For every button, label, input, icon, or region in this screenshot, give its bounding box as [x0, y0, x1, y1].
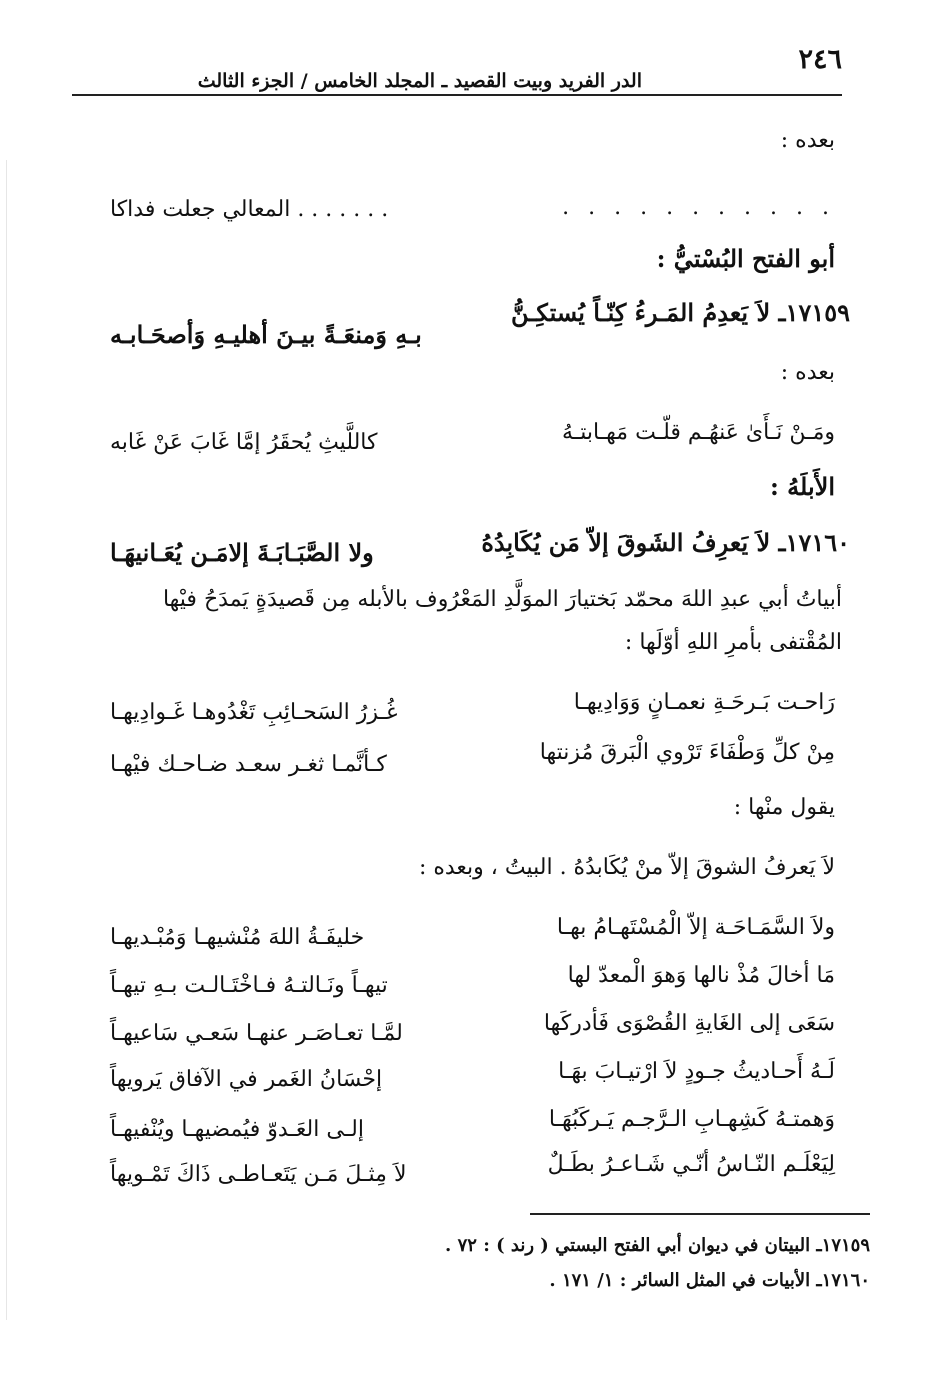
- verse-hemistich-right: . . . . . . . . . . .: [562, 195, 835, 220]
- text-line: يقول منْها :: [733, 795, 835, 820]
- verse-hemistich-left: لاَ مِثـلَ مَـن يَتَعـاطـى ذَاكَ تَمْـويهاً: [110, 1162, 407, 1187]
- text-line: بعده :: [780, 128, 835, 153]
- verse-hemistich-left: كاللَّيثِ يُحقَرُ إمَّا غَابَ عَنْ غَابه: [110, 430, 378, 455]
- verse-text: ١٧١٥٩ـ لاَ يَعدِمُ المَـرءُ كِنّـاً يُستكِـنُّ: [511, 298, 850, 327]
- prose-line: أبياتُ أبي عبدِ اللهَ محمّد بَختيارَ الموَلَّدِ المَعْرُوف بالأبله مِن قَصيدَةٍ يَمدَحُ فيْها: [162, 587, 842, 612]
- footnote: ١٧١٦٠ـ الأبيات في المثل السائر : ١/ ١٧١ .: [549, 1270, 870, 1291]
- verse-hemistich-right: لَـهُ أَحـاديثُ جـودٍ لاَ ارْتيـابَ بهَـا: [558, 1059, 835, 1084]
- verse-hemistich-right: لِيَعْلَـم النّـاسُ أنّـي شَـاعـرُ بطَـلٌ: [547, 1152, 835, 1177]
- verse-hemistich-right: سَعَى إلى الغَايةِ القُصْوَى فَأدركَها: [543, 1011, 835, 1036]
- verse-hemistich-right: ومَـنْ نَـأَىٰ عَنهُـم قلّـت مَهـابتـهُ: [562, 420, 835, 445]
- poet-name: أبو الفتح البُسْتيُّ :: [656, 244, 835, 273]
- running-title: الدر الفريد وبيت القصيد ـ المجلد الخامس / الجزء الثالث: [197, 70, 642, 92]
- verse-hemistich-left: خليفَـةُ اللهَ مُنْشيهـا وَمُبْـديهـا: [110, 925, 365, 950]
- verse-text: ١٧١٦٠ـ لاَ يَعرِفُ الشَوقَ إلاّ مَن يُكَابِدُهُ: [481, 528, 850, 557]
- verse-hemistich-right: مِنْ كلِّ وَطْفَاءَ تَرْوي الْبَرقَ مُزنتها: [539, 740, 835, 765]
- verse-17160-left: ولا الصَّبَـابَـةَ إلامَـن يُعَـانيهَـا: [110, 538, 374, 567]
- verse-hemistich-right: وَهمتـهُ كَشِهـابِ الـرَّجـم يَـركَبُهَـا: [548, 1107, 835, 1132]
- scan-margin-line: [6, 160, 7, 1320]
- verse-hemistich-right: مَا أخالَ مُذْ نالها وَهوَ الْمعدّ لها: [567, 963, 835, 988]
- verse-hemistich-left: كـأنَّمـا ثغـر سعـد ضـاحـك فيْهـا: [110, 752, 387, 777]
- footnote-divider: [530, 1213, 870, 1215]
- verse-hemistich-right: رَاحـت بَـرحَـةِ نعمـانٍ وَوَادِيهـا: [573, 690, 835, 715]
- page-header: [72, 42, 842, 96]
- footnote: ١٧١٥٩ـ البيتان في ديوان أبي الفتح البستي ( رند ) : ٧٢ .: [445, 1235, 870, 1256]
- verse-17160-right: [481, 528, 850, 557]
- text-line: لاَ يَعرفُ الشوقَ إلاّ منْ يُكَابدُهُ . البيتُ ، وبعده :: [418, 855, 835, 880]
- verse-hemistich-right: ولاَ السَّمَـاحَـة إلاّ الْمُسْتَهـامُ بهـا: [556, 915, 835, 940]
- verse-hemistich-left: . . . . . . . المعالي جعلت فداكا: [110, 197, 389, 222]
- text-line: بعده :: [780, 360, 835, 385]
- page-number: ٢٤٦: [798, 44, 842, 75]
- poet-name: الأَبلَهُ :: [769, 472, 835, 501]
- verse-hemistich-left: غُـزرُ السَحـائِبِ تَغْدُوهـا غَـوادِيهـا: [110, 700, 398, 725]
- verse-hemistich-left: إلـى العَـدوّ فيُمضيهـا ويُنْفيهـاً: [110, 1117, 364, 1142]
- verse-hemistich-left: إحْسَانُ الغَمر في الآفاق يَرويهاً: [110, 1067, 383, 1092]
- verse-hemistich-left: لمَّـا تعـاصَـر عنهـا سَعـي سَاعيهـاً: [110, 1021, 403, 1046]
- verse-17159-right: [511, 298, 850, 327]
- verse-hemistich-left: تيهـاً ونَـالتـهُ فـاخْتَـالـت بـهِ تيهـاً: [110, 973, 388, 998]
- verse-17159-left: بـهِ وَمنعَـةً بيـنَ أهليـهِ وَأصحَـابـه: [110, 320, 422, 349]
- prose-line: المُقْتفى بأمرِ اللهِ أوّلَها :: [624, 630, 842, 655]
